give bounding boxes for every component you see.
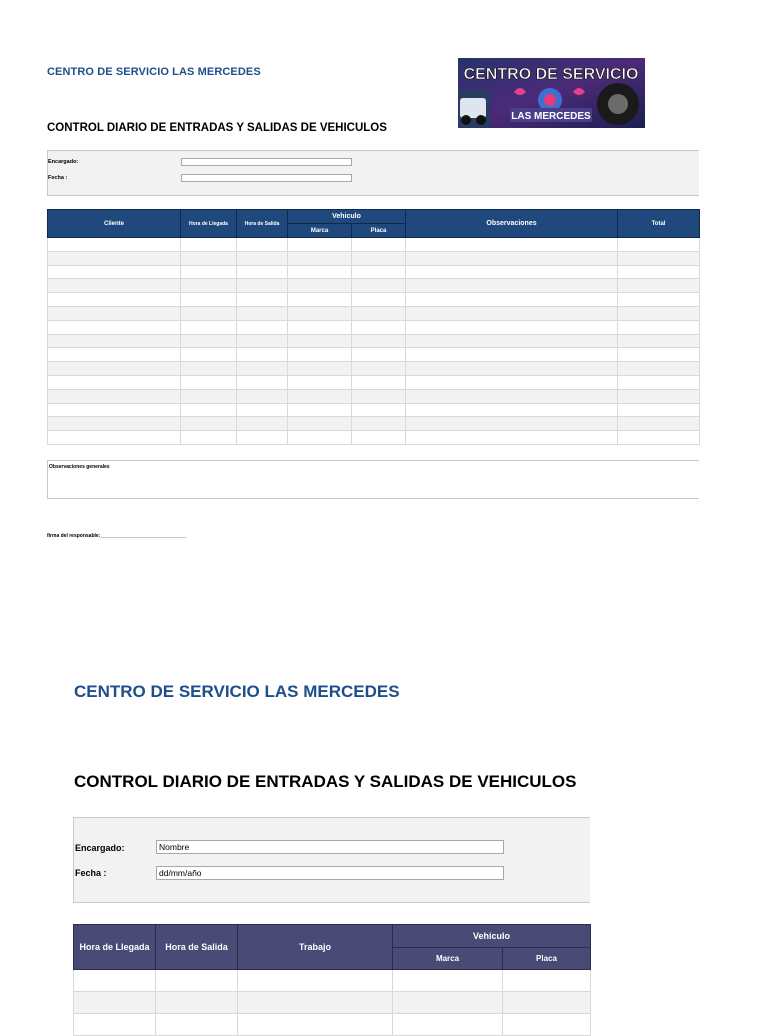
- column-header-observaciones: Observaciones: [406, 210, 618, 238]
- column-header-placa: Placa: [503, 948, 591, 970]
- encargado-input[interactable]: Nombre: [156, 840, 504, 854]
- logo-line1: CENTRO DE SERVICIO: [463, 66, 639, 83]
- table-row: [48, 417, 700, 431]
- fecha-label: Fecha :: [75, 868, 107, 878]
- table-row: [48, 403, 700, 417]
- table-row: [48, 375, 700, 389]
- column-header-hora-llegada: Hora de Llegada: [181, 210, 237, 238]
- document-title: CONTROL DIARIO DE ENTRADAS Y SALIDAS DE VEHICULOS: [47, 122, 387, 134]
- column-header-cliente: Cliente: [48, 210, 181, 238]
- column-header-vehiculo: Vehiculo: [288, 210, 406, 224]
- table-row: [48, 320, 700, 334]
- table-row: [74, 992, 591, 1014]
- general-notes-box[interactable]: [47, 460, 699, 499]
- company-logo: [458, 58, 645, 128]
- encargado-label: Encargado:: [48, 159, 79, 165]
- table-row: [48, 348, 700, 362]
- logo-line2: LAS MERCEDES: [511, 111, 591, 122]
- general-notes-label: Observaciones generales: [49, 464, 110, 470]
- table-row: [48, 293, 700, 307]
- column-header-hora-llegada: Hora de Llegada: [74, 925, 156, 970]
- table-row: [48, 279, 700, 293]
- column-header-hora-salida: Hora de Salida: [237, 210, 288, 238]
- fecha-label: Fecha :: [48, 175, 68, 181]
- table-row: [48, 362, 700, 376]
- fecha-input[interactable]: [181, 174, 352, 182]
- encargado-input[interactable]: [181, 158, 352, 166]
- table-row: [48, 334, 700, 348]
- vehicle-log-table: [47, 209, 700, 445]
- signature-line: firma del responsable:_______________________________: [47, 533, 187, 539]
- company-name-large: CENTRO DE SERVICIO LAS MERCEDES: [74, 682, 400, 701]
- company-name: CENTRO DE SERVICIO LAS MERCEDES: [47, 66, 261, 78]
- header-form-large: [73, 817, 590, 903]
- column-header-hora-salida: Hora de Salida: [156, 925, 238, 970]
- car-icon: [460, 98, 486, 118]
- column-header-marca: Marca: [288, 224, 352, 238]
- table-row: [48, 389, 700, 403]
- header-form: [47, 150, 699, 196]
- table-row: [74, 1014, 591, 1036]
- column-header-placa: Placa: [352, 224, 406, 238]
- column-header-vehiculo: Vehiculo: [393, 925, 591, 948]
- document-title-large: CONTROL DIARIO DE ENTRADAS Y SALIDAS DE VEHICULOS: [74, 772, 577, 791]
- fecha-input[interactable]: dd/mm/año: [156, 866, 504, 880]
- encargado-label: Encargado:: [75, 843, 125, 853]
- table-row: [48, 251, 700, 265]
- table-row: [48, 265, 700, 279]
- column-header-total: Total: [618, 210, 700, 238]
- work-log-table: [73, 924, 591, 1036]
- table-row: [74, 970, 591, 992]
- column-header-trabajo: Trabajo: [238, 925, 393, 970]
- column-header-marca: Marca: [393, 948, 503, 970]
- table-row: [48, 238, 700, 252]
- table-row: [48, 306, 700, 320]
- table-row: [48, 431, 700, 445]
